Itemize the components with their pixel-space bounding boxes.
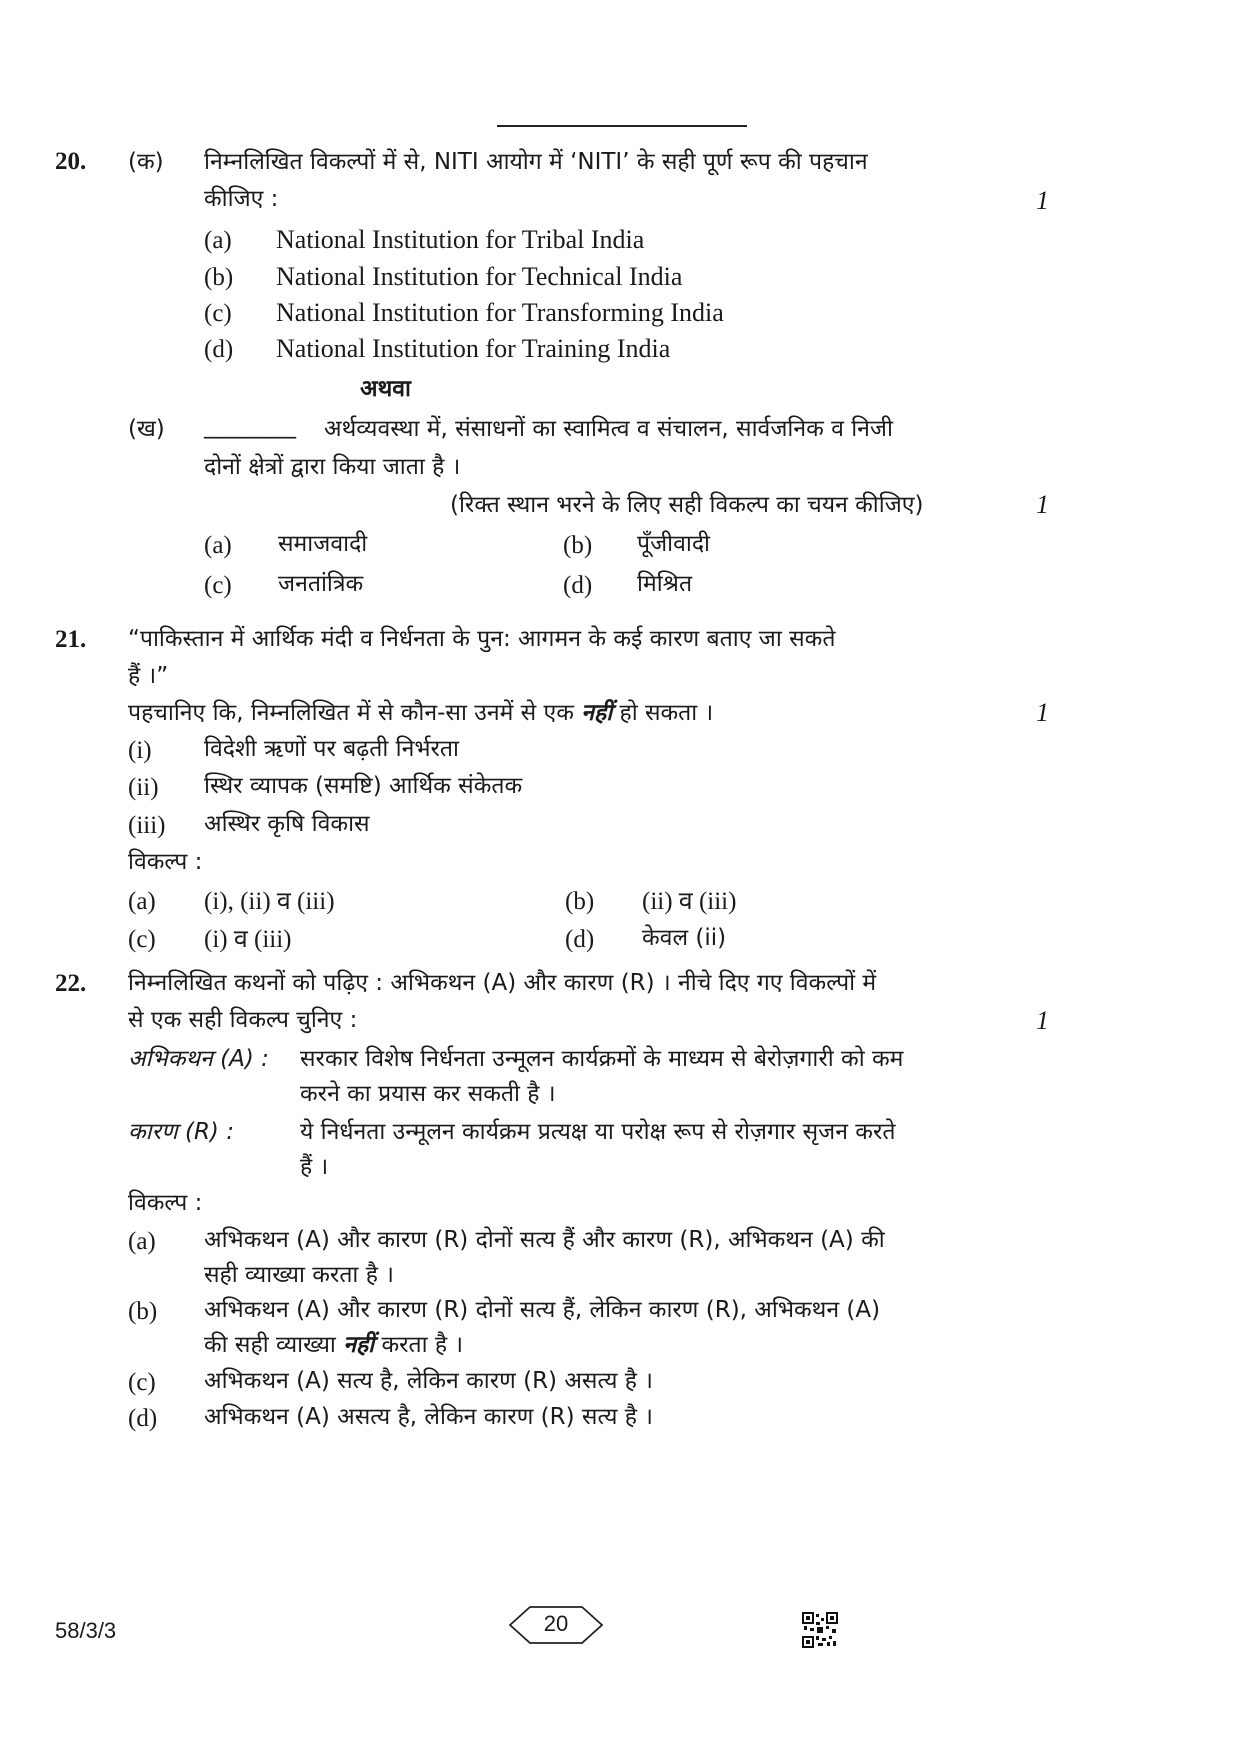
q21-statement-iii-text: अस्थिर कृषि विकास: [204, 811, 370, 837]
q21-statement-iii-label: (iii): [128, 812, 166, 839]
q20-b-marks: 1: [1036, 490, 1049, 519]
q20-part-a-label: (क): [128, 149, 164, 175]
q22-option-a-line2: सही व्याख्या करता है ।: [204, 1262, 394, 1288]
q20-part-b-blank: ________: [204, 413, 296, 439]
q21-marks: 1: [1036, 698, 1049, 727]
q21-prompt-post: हो सकता ।: [619, 700, 714, 726]
q21-statement-i-text: विदेशी ऋणों पर बढ़ती निर्भरता: [204, 736, 459, 762]
q21-prompt-emphasis: नहीं: [581, 700, 613, 726]
q21-statement-i-label: (i): [128, 737, 152, 764]
q21-prompt: [128, 697, 713, 729]
q20-a-option-b-text: National Institution for Technical India: [276, 262, 683, 291]
q20-a-option-b-label: (b): [204, 264, 234, 291]
q21-option-b-text: (ii) व (iii): [642, 888, 737, 915]
q21-options-heading: विकल्प :: [128, 849, 203, 875]
q20-b-option-c-text: जनतांत्रिक: [278, 571, 364, 597]
q21-option-d-text: केवल (ii): [642, 925, 727, 951]
q21-statement-ii-label: (ii): [128, 774, 159, 801]
q20-a-marks: 1: [1036, 186, 1049, 215]
q20-b-option-b-text: पूँजीवादी: [637, 531, 711, 557]
page-number: 20: [543, 1611, 569, 1636]
q22-assertion-line1: सरकार विशेष निर्धनता उन्मूलन कार्यक्रमों के माध्यम से बेरोज़गारी को कम: [300, 1046, 904, 1072]
q22-option-b-line1: अभिकथन (A) और कारण (R) दोनों सत्य हैं, लेकिन कारण (R), अभिकथन (A): [204, 1297, 881, 1323]
question-number-20: 20.: [55, 148, 87, 175]
q20-a-option-a-text: National Institution for Tribal India: [276, 225, 645, 254]
question-number-21: 21.: [55, 626, 87, 653]
q22-option-b-line2: [204, 1329, 463, 1361]
q22-marks: 1: [1036, 1006, 1049, 1035]
q20-b-option-a-label: (a): [204, 532, 232, 559]
paper-code: 58/3/3: [55, 1618, 117, 1643]
q21-option-c-text: (i) व (iii): [204, 926, 292, 953]
q22-option-c-label: (c): [128, 1369, 156, 1396]
q21-option-b-label: (b): [565, 888, 595, 915]
q21-option-a-text: (i), (ii) व (iii): [204, 888, 335, 915]
q22-reason-label: कारण (R) :: [128, 1119, 234, 1145]
q22-option-b-line2-post: करता है ।: [381, 1332, 464, 1358]
q22-option-d-label: (d): [128, 1405, 158, 1432]
q22-reason-line1: ये निर्धनता उन्मूलन कार्यक्रम प्रत्यक्ष या परोक्ष रूप से रोज़गार सृजन करते: [300, 1119, 896, 1145]
q21-option-c-label: (c): [128, 926, 156, 953]
q20-part-b-label: (ख): [128, 416, 165, 442]
q21-option-a-label: (a): [128, 888, 156, 915]
q20-b-option-a-text: समाजवादी: [278, 531, 368, 557]
q21-prompt-pre: पहचानिए कि, निम्नलिखित में से कौन-सा उनमें से एक: [128, 700, 574, 726]
q22-option-a-label: (a): [128, 1228, 156, 1255]
q20-part-b-line1: अर्थव्यवस्था में, संसाधनों का स्वामित्व व संचालन, सार्वजनिक व निजी: [324, 416, 893, 442]
q20-a-option-d-label: (d): [204, 336, 234, 363]
q22-option-c-text: अभिकथन (A) सत्य है, लेकिन कारण (R) असत्य है ।: [204, 1368, 654, 1394]
qr-code-icon: [802, 1612, 838, 1648]
q20-part-a-line2: कीजिए :: [204, 186, 279, 212]
q22-option-b-line2-pre: की सही व्याख्या: [204, 1332, 336, 1358]
q22-line1: निम्नलिखित कथनों को पढ़िए : अभिकथन (A) और कारण (R) । नीचे दिए गए विकल्पों में: [128, 970, 877, 996]
top-divider: [497, 125, 747, 127]
q21-quote-line1: “पाकिस्तान में आर्थिक मंदी व निर्धनता के पुन: आगमन के कई कारण बताए जा सकते: [128, 626, 836, 652]
q21-quote-line2: हैं ।”: [128, 663, 169, 689]
q20-part-a-line1: निम्नलिखित विकल्पों में से, NITI आयोग में ‘NITI’ के सही पूर्ण रूप की पहचान: [204, 149, 868, 175]
q22-option-d-text: अभिकथन (A) असत्य है, लेकिन कारण (R) सत्य है ।: [204, 1404, 654, 1430]
q20-b-option-b-label: (b): [563, 532, 593, 559]
q20-a-option-a-label: (a): [204, 227, 232, 254]
q22-option-a-line1: अभिकथन (A) और कारण (R) दोनों सत्य हैं और कारण (R), अभिकथन (A) की: [204, 1227, 885, 1253]
q22-assertion-line2: करने का प्रयास कर सकती है ।: [300, 1081, 556, 1107]
q22-options-heading: विकल्प :: [128, 1190, 203, 1216]
q22-line2: से एक सही विकल्प चुनिए :: [128, 1007, 358, 1033]
q22-assertion-label: अभिकथन (A) :: [128, 1046, 269, 1072]
q20-part-b-line2: दोनों क्षेत्रों द्वारा किया जाता है ।: [204, 454, 461, 480]
q20-a-option-d-text: National Institution for Training India: [276, 334, 671, 363]
q20-part-b-instruction: (रिक्त स्थान भरने के लिए सही विकल्प का चयन कीजिए): [450, 492, 924, 518]
q20-a-option-c-label: (c): [204, 300, 232, 327]
q20-b-option-d-label: (d): [563, 572, 593, 599]
q20-b-option-d-text: मिश्रित: [637, 571, 693, 597]
q20-b-option-c-label: (c): [204, 572, 232, 599]
q22-reason-line2: हैं ।: [300, 1154, 329, 1180]
q20-or-separator: अथवा: [360, 376, 412, 402]
question-number-22: 22.: [55, 970, 87, 997]
q20-a-option-c-text: National Institution for Transforming India: [276, 298, 724, 327]
q22-option-b-label: (b): [128, 1298, 158, 1325]
q21-option-d-label: (d): [565, 926, 595, 953]
q21-statement-ii-text: स्थिर व्यापक (समष्टि) आर्थिक संकेतक: [204, 773, 523, 799]
q22-option-b-emphasis: नहीं: [343, 1332, 375, 1358]
